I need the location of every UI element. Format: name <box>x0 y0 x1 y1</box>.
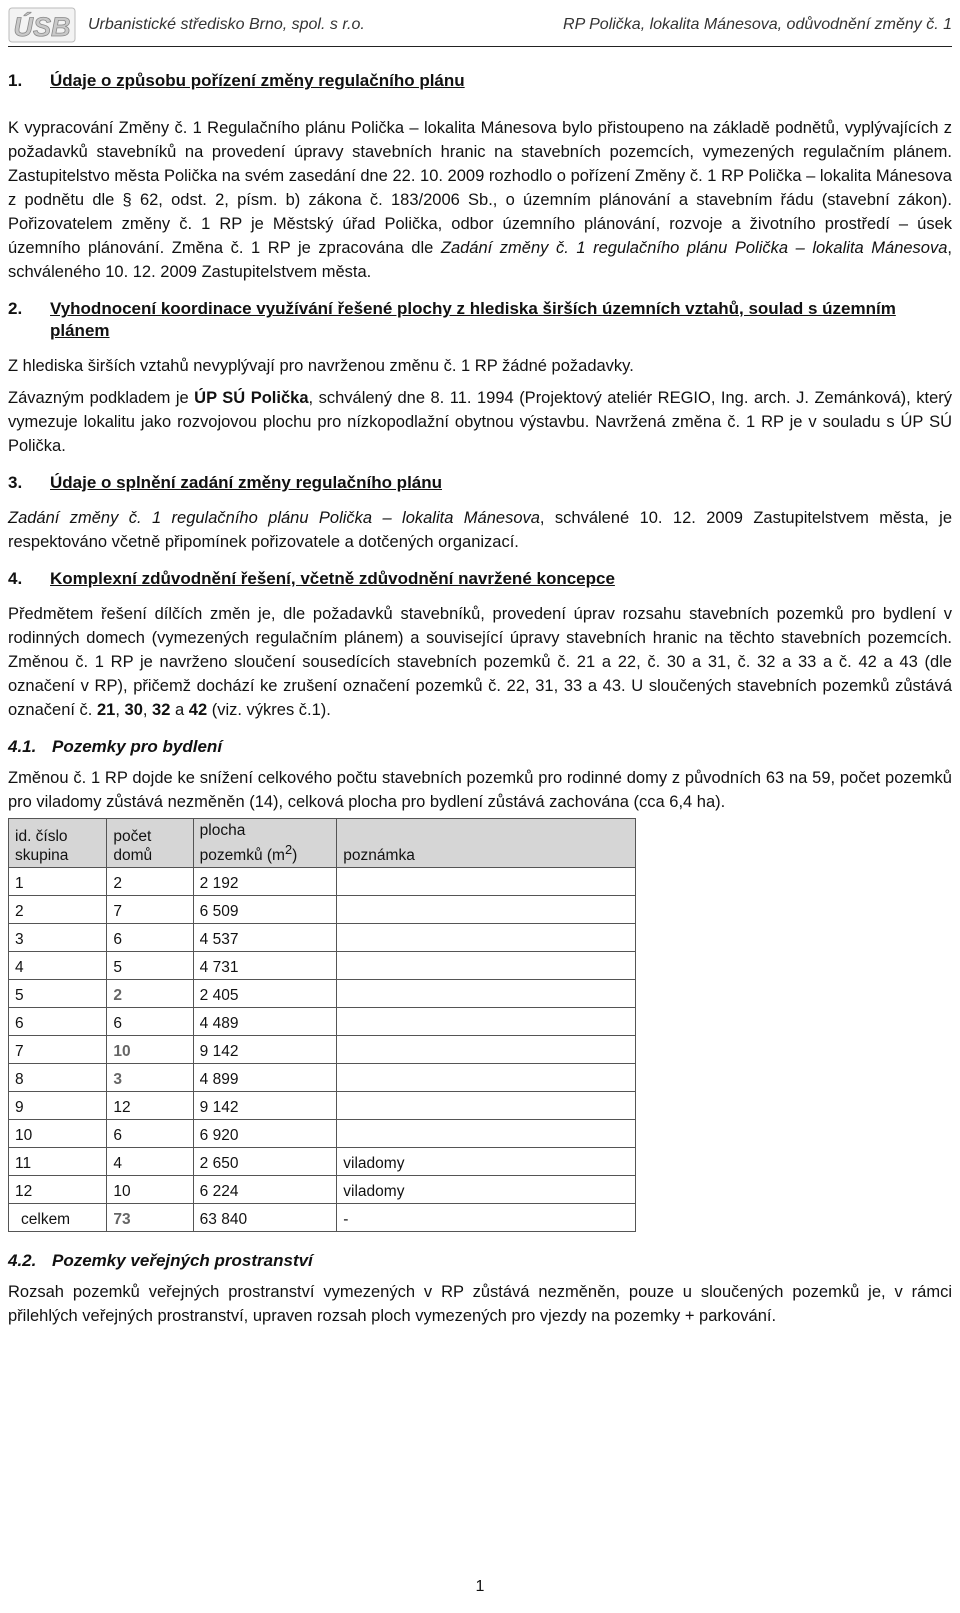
text-run: , schválený dne 8. 11. 1994 (Projektový ateliér REGIO, Ing. arch. J. Zemánková), který vymezuje lokalitu jako rozvojovou plochu pro nízkopodlažní obytnou výstavbu. Navržená změna č. 1 RP je v souladu s ÚP SÚ Polička. <box>8 389 953 455</box>
usb-logo-text: ÚSB <box>13 12 71 42</box>
section-number: 4. <box>8 569 23 588</box>
subsection-4-1-heading <box>8 736 952 758</box>
cell-note <box>337 952 636 980</box>
col-header-id: id. číslo skupina <box>9 819 107 868</box>
cell-note <box>337 980 636 1008</box>
table-row <box>9 1064 636 1092</box>
cell-id: 7 <box>9 1036 107 1064</box>
cell-count: 2 <box>107 868 193 896</box>
section-1-paragraph <box>8 116 952 284</box>
text-run: Předmětem řešení dílčích změn je, dle požadavků stavebníků, provedení úprav rozsahu stavebních pozemků pro bydlení v rodinných domech (vymezených regulačním plánem) a související úpravy stavebních hranic na těchto stavebních pozemcích. Změnou č. 1 RP je navrženo sloučení sousedících stavebních pozemků č. 21 a 22, č. 30 a 31, č. 32 a 33 a č. 42 a 43 (dle označení v RP), přičemž dochází ke zrušení označení pozemků č. 22, 31, 33 a 43. U sloučených stavebních pozemků zůstává označení č. <box>8 605 952 719</box>
cell-count: 10 <box>107 1176 193 1204</box>
cell-note <box>337 924 636 952</box>
cell-count: 5 <box>107 952 193 980</box>
col-header-count: počet domů <box>107 819 193 868</box>
table-row <box>9 1092 636 1120</box>
cell-area: 6 920 <box>193 1120 337 1148</box>
text-run: , <box>115 701 125 719</box>
cell-area: 6 509 <box>193 896 337 924</box>
cell-area: 9 142 <box>193 1036 337 1064</box>
section-title: Údaje o splnění zadání změny regulačního plánu <box>50 473 443 492</box>
subsection-title: Pozemky veřejných prostranství <box>52 1251 313 1271</box>
cell-area: 4 537 <box>193 924 337 952</box>
header-company: Urbanistické středisko Brno, spol. s r.o. <box>88 16 365 33</box>
cell-id: 5 <box>9 980 107 1008</box>
cell-id: 1 <box>9 868 107 896</box>
subsection-4-2-heading <box>8 1250 952 1272</box>
section-number: 3. <box>8 473 23 492</box>
table-row <box>9 924 636 952</box>
parcel-number: 42 <box>188 701 208 719</box>
page-number: 1 <box>475 1578 485 1595</box>
cell-area: 2 192 <box>193 868 337 896</box>
cell-id: 8 <box>9 1064 107 1092</box>
cell-id: 9 <box>9 1092 107 1120</box>
cell-note: viladomy <box>337 1148 636 1176</box>
text-run: a <box>170 701 189 719</box>
subsection-title: Pozemky pro bydlení <box>52 737 223 756</box>
cell-count: 6 <box>107 924 193 952</box>
section-1-heading <box>8 70 952 92</box>
usb-logo-mark <box>8 6 76 44</box>
section-2-paragraph-1: Z hlediska širších vztahů nevyplývají pro navrženou změnu č. 1 RP žádné požadavky. <box>8 357 634 375</box>
cell-count: 4 <box>107 1148 193 1176</box>
cell-count: 6 <box>107 1120 193 1148</box>
section-title: Údaje o způsobu pořízení změny regulačního plánu <box>50 71 465 90</box>
cell-count: 10 <box>107 1036 193 1064</box>
cell-area: 9 142 <box>193 1092 337 1120</box>
text-run: , schváleného 10. 12. 2009 Zastupitelstvem města. <box>8 239 952 281</box>
section-number: 1. <box>8 71 23 90</box>
text-run: , schválené 10. 12. 2009 Zastupitelstvem města, je respektováno včetně připomínek pořizovatele a dotčených organizací. <box>8 509 952 551</box>
cell-area: 2 405 <box>193 980 337 1008</box>
cell-note <box>337 896 636 924</box>
cell-note <box>337 1120 636 1148</box>
section-2-heading <box>8 298 952 342</box>
cell-count: 12 <box>107 1092 193 1120</box>
table-row <box>9 1148 636 1176</box>
housing-groups-table <box>8 818 636 1232</box>
text-run: Závazným podkladem je <box>8 389 195 407</box>
section-number: 2. <box>8 299 23 318</box>
section-2-paragraph-2 <box>8 386 952 458</box>
section-title: Vyhodnocení koordinace využívání řešené plochy z hlediska širších územních vztahů, soulad s územním plánem <box>50 299 896 340</box>
table-row <box>9 1008 636 1036</box>
table-row <box>9 896 636 924</box>
cell-total-note: - <box>337 1204 636 1232</box>
col-header-note: poznámka <box>337 819 636 868</box>
table-row <box>9 868 636 896</box>
cell-total-area: 63 840 <box>193 1204 337 1232</box>
cell-id: 10 <box>9 1120 107 1148</box>
text-run-italic: Zadání změny č. 1 regulačního plánu Polička – lokalita Mánesova <box>440 239 948 257</box>
subsection-4-2-paragraph: Rozsah pozemků veřejných prostranství vymezených v RP zůstává nezměněn, pouze u sloučených pozemků je, v rámci přilehlých veřejných prostranství, upraven rozsah ploch vymezených pro vjezdy na pozemky + parkování. <box>8 1283 952 1326</box>
subsection-4-1-paragraph: Změnou č. 1 RP dojde ke snížení celkového počtu stavebních pozemků pro rodinné domy z původních 63 na 59, počet pozemků pro viladomy zůstává nezměněn (14), celková plocha pro bydlení zůstává zachována (cca 6,4 ha). <box>8 769 952 811</box>
cell-area: 4 899 <box>193 1064 337 1092</box>
cell-note <box>337 1064 636 1092</box>
cell-count: 6 <box>107 1008 193 1036</box>
text-run: , <box>142 701 153 719</box>
cell-count: 7 <box>107 896 193 924</box>
subsection-number: 4.1. <box>8 737 37 756</box>
text-run-bold: ÚP SÚ Polička <box>194 389 309 407</box>
cell-note <box>337 1092 636 1120</box>
table-header-row <box>9 819 636 868</box>
cell-area: 2 650 <box>193 1148 337 1176</box>
parcel-number: 21 <box>96 701 116 719</box>
cell-count: 2 <box>107 980 193 1008</box>
cell-area: 6 224 <box>193 1176 337 1204</box>
cell-count: 3 <box>107 1064 193 1092</box>
cell-id: 6 <box>9 1008 107 1036</box>
section-title: Komplexní zdůvodnění řešení, včetně zdůvodnění navržené koncepce <box>50 569 615 588</box>
cell-total-count: 73 <box>107 1204 193 1232</box>
cell-note: viladomy <box>337 1176 636 1204</box>
col-header-area: plocha pozemků $(m^2)$ <box>193 819 337 868</box>
section-4-heading <box>8 568 952 590</box>
cell-id: 12 <box>9 1176 107 1204</box>
cell-id: 11 <box>9 1148 107 1176</box>
cell-id: 3 <box>9 924 107 952</box>
header-divider <box>8 46 952 47</box>
table-row <box>9 1176 636 1204</box>
table-row <box>9 1036 636 1064</box>
cell-id: 4 <box>9 952 107 980</box>
table-row <box>9 952 636 980</box>
cell-area: 4 731 <box>193 952 337 980</box>
cell-total-label: celkem <box>9 1204 107 1232</box>
subsection-number: 4.2. <box>8 1251 37 1271</box>
parcel-number: 32 <box>152 701 171 719</box>
header-document-title: RP Polička, lokalita Mánesova, odůvodnění změny č. 1 <box>563 16 952 33</box>
section-3-paragraph <box>8 506 952 554</box>
cell-note <box>337 1008 636 1036</box>
cell-note <box>337 1036 636 1064</box>
section-4-paragraph <box>8 602 952 722</box>
table-row <box>9 980 636 1008</box>
parcel-number: 30 <box>124 701 143 719</box>
text-run: K vypracování Změny č. 1 Regulačního plánu Polička – lokalita Mánesova bylo přistoupeno na základě podnětů, vyplývajících z požadavků stavebníků na provedení úpravy stavebních hranic na stavebních pozemcích, vymezených regulačním plánem. Zastupitelstvo města Polička na svém zasedání dne 22. 10. 2009 rozhodlo o pořízení Změny č. 1 RP Polička – lokalita Mánesova z podnětu dle § 62, odst. 2, písm. b) zákona č. 183/2006 Sb., o územním plánování a stavebním řádu (stavební zákon). Pořizovatelem změny č. 1 RP je Městský úřad Polička, odbor územního plánování, rozvoje a životního prostředí – úsek územního plánování. Změna č. 1 RP je zpracována dle <box>8 119 952 257</box>
page-header <box>8 6 952 48</box>
text-run-italic: Zadání změny č. 1 regulačního plánu Polička – lokalita Mánesova <box>8 509 540 527</box>
text-run: (viz. výkres č.1). <box>207 701 331 719</box>
cell-area: 4 489 <box>193 1008 337 1036</box>
table-total-row <box>9 1204 636 1232</box>
table-row <box>9 1120 636 1148</box>
usb-logo <box>8 6 76 44</box>
section-3-heading <box>8 472 952 494</box>
document-body <box>8 70 952 1342</box>
cell-id: 2 <box>9 896 107 924</box>
cell-note <box>337 868 636 896</box>
